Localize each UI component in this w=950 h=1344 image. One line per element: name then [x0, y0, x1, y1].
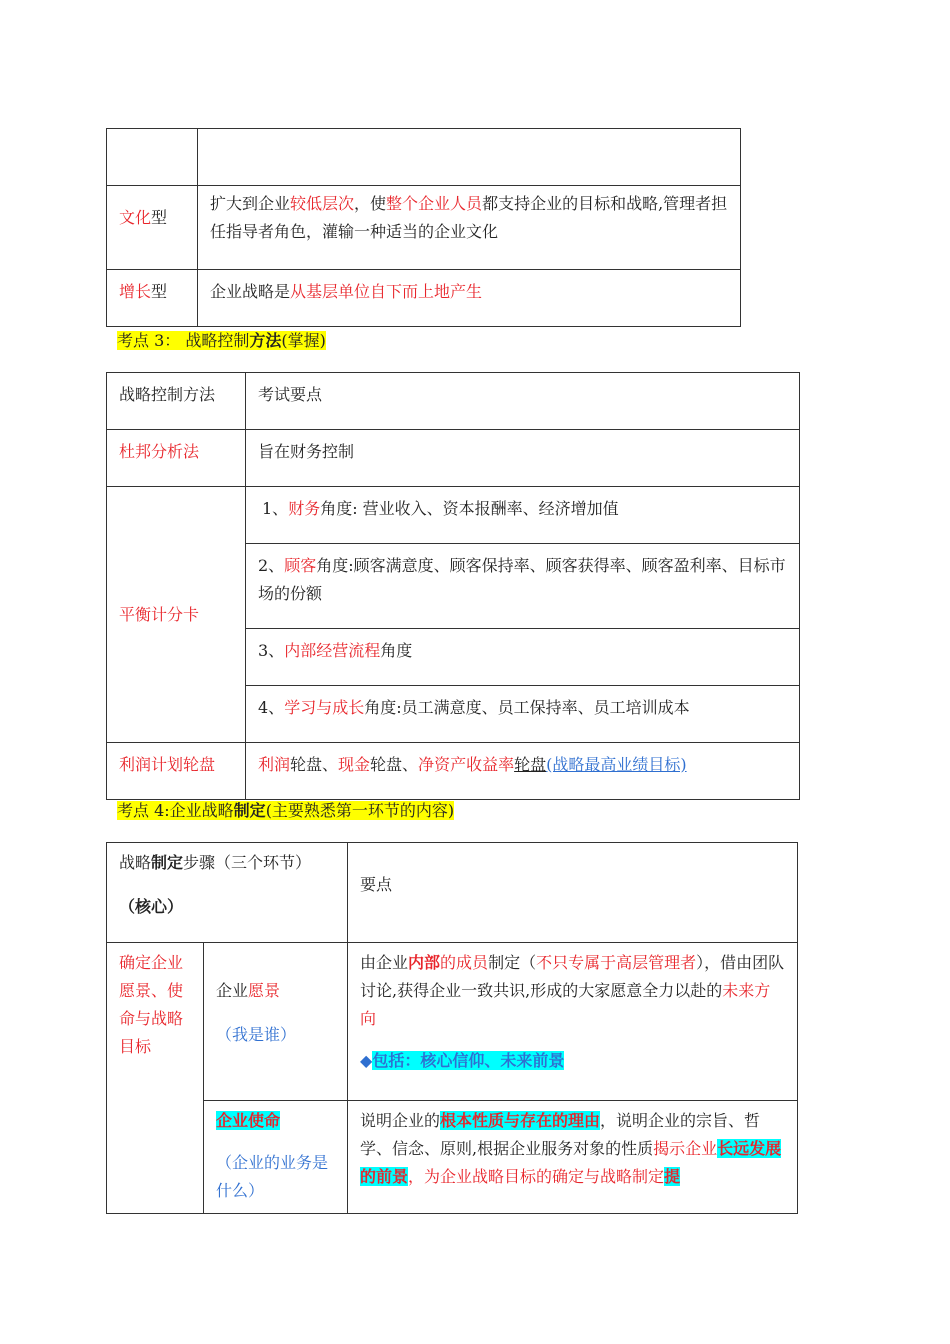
- text-segment: 轮盘、: [290, 755, 339, 774]
- strategy-formulation-table: [106, 842, 798, 1214]
- text-segment: 说明企业的: [360, 1111, 441, 1130]
- bsc-item-customer: [246, 544, 800, 629]
- text-segment: 内部经营流程: [284, 641, 381, 660]
- row-text-profit-wheel: [246, 743, 800, 800]
- text-segment: (战略最高业绩目标): [546, 755, 687, 774]
- text-segment: 根本性质与存在的理由: [440, 1111, 601, 1130]
- bsc-item-financial: [246, 487, 800, 544]
- table-cell-empty: [107, 129, 198, 186]
- text-segment: 由企业: [360, 953, 409, 972]
- diamond-bullet-icon: ◆: [360, 1051, 373, 1070]
- vision-label-cell: 企业愿景 （我是谁）: [204, 943, 348, 1101]
- text-segment: 制定（: [488, 953, 537, 972]
- text-segment: ，使: [354, 194, 387, 213]
- text-segment: 轮盘: [514, 755, 547, 774]
- text-segment: 较低层次: [290, 194, 355, 213]
- text-segment: 现金: [338, 755, 371, 774]
- text-segment: 角度: [380, 641, 413, 660]
- text-segment: 未来方向: [360, 981, 771, 1028]
- text-segment: 的成员: [440, 953, 489, 972]
- text-segment: 轮盘、: [370, 755, 419, 774]
- row-label-profit-wheel: 利润计划轮盘: [107, 743, 246, 800]
- row-label-culture: 文化型: [107, 186, 198, 270]
- text-segment: 从基层单位自下而上地产生: [290, 282, 483, 301]
- text-segment: 长远发展的前景: [360, 1139, 782, 1186]
- text-segment: 4、: [258, 698, 285, 717]
- strategy-control-table: [106, 372, 800, 800]
- vision-text-cell: 由企业内部的成员制定（不只专属于高层管理者），借由团队讨论,获得企业一致共识,形成的大家愿意全力以赴的未来方向 ◆包括：核心信仰、未来前景: [348, 943, 798, 1101]
- text-segment: 2、: [258, 556, 285, 575]
- table-cell-empty: [198, 129, 741, 186]
- text-segment: ），借由团队讨论,获得企业一致共识,形成的大家愿意全力以赴的: [360, 953, 785, 1000]
- text-segment: 3、: [258, 641, 285, 660]
- text-segment: 内部: [408, 953, 441, 972]
- text-segment: 整个企业人员: [386, 194, 483, 213]
- text-segment: 利润: [258, 755, 291, 774]
- text-segment: 扩大到企业: [210, 194, 291, 213]
- text-segment: 角度:顾客满意度、顾客保持率、顾客获得率、顾客盈利率、目标市场的份额: [258, 556, 786, 603]
- section-heading-3: 考点 3： 战略控制方法(掌握): [117, 331, 326, 350]
- text-segment: 净资产收益率: [418, 755, 515, 774]
- header-cell-points: 考试要点: [246, 373, 800, 430]
- text-segment: 提: [664, 1167, 681, 1186]
- bsc-item-learning: [246, 686, 800, 743]
- row-text-culture: [198, 186, 741, 270]
- header-cell-method: 战略控制方法: [107, 373, 246, 430]
- text-segment: ，为企业战略目标的确定与战略制定: [408, 1167, 665, 1186]
- row-label-dupont: 杜邦分析法: [107, 430, 246, 487]
- row-text-dupont: 旨在财务控制: [246, 430, 800, 487]
- text-segment: 角度:员工满意度、员工保持率、员工培训成本: [364, 698, 690, 717]
- text-segment: 财务: [288, 499, 321, 518]
- text-segment: ，说明企业的宗旨、哲学、信念、原则,根据企业服务对象的性质: [360, 1111, 761, 1158]
- section-heading-4: 考点 4:企业战略制定(主要熟悉第一环节的内容): [117, 801, 455, 820]
- text-segment: 企业战略是: [210, 282, 291, 301]
- strategy-type-table: [106, 128, 741, 327]
- step-label-cell: 确定企业愿景、使命与战略目标: [107, 943, 204, 1214]
- bsc-item-process: [246, 629, 800, 686]
- text-segment: 角度: 营业收入、资本报酬率、经济增加值: [320, 499, 619, 518]
- text-segment: 学习与成长: [284, 698, 365, 717]
- mission-text-cell: [348, 1101, 798, 1214]
- text-segment: 不只专属于高层管理者: [536, 953, 697, 972]
- header-cell-steps: 战略制定步骤（三个环节） （核心）: [107, 843, 348, 943]
- header-cell-key-points: 要点: [348, 843, 798, 943]
- mission-label-cell: 企业使命 （企业的业务是什么）: [204, 1101, 348, 1214]
- text-segment: 都支持企业的目标和战略,管理者担任指导者角色，灌输一种适当的企业文化: [210, 194, 728, 241]
- text-segment: 1、: [262, 499, 289, 518]
- row-text-growth: [198, 270, 741, 327]
- text-segment: 顾客: [284, 556, 317, 575]
- row-label-growth: 增长型: [107, 270, 198, 327]
- row-label-bsc: 平衡计分卡: [107, 487, 246, 743]
- text-segment: 揭示企业: [653, 1139, 718, 1158]
